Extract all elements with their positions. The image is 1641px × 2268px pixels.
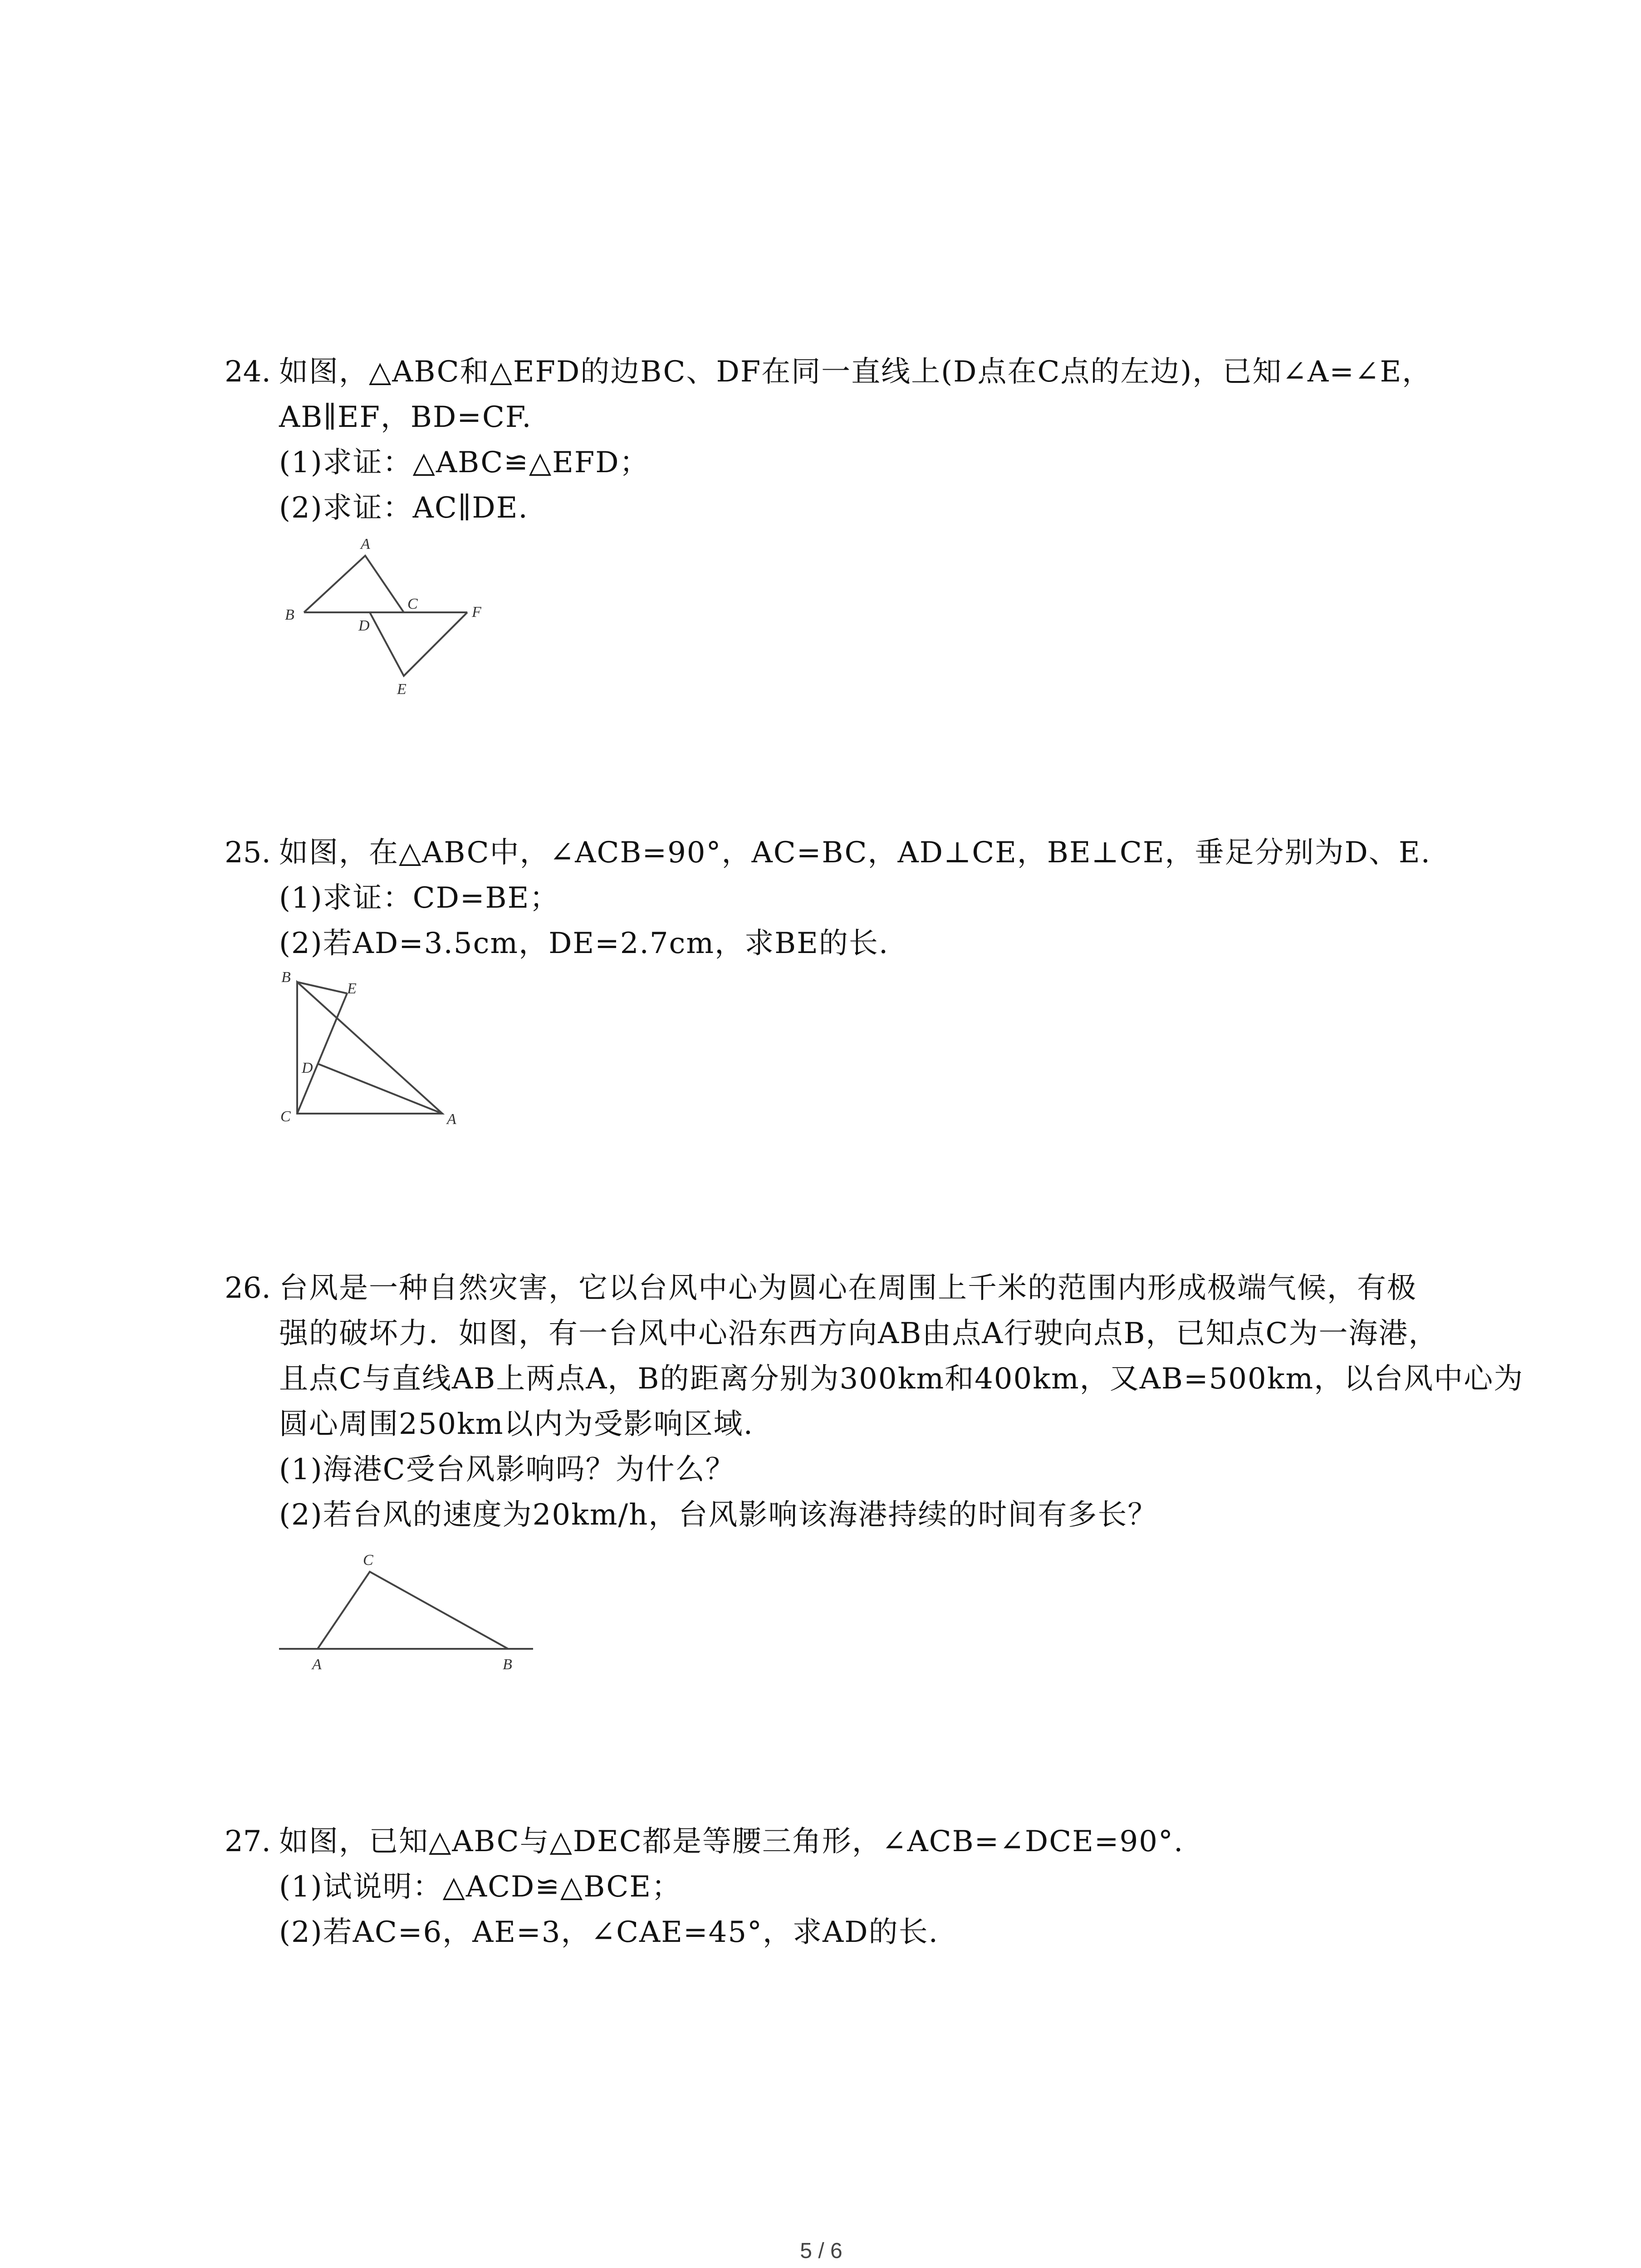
q26-label-a: A (312, 1656, 322, 1673)
q27-part2: (2)若AC=6，AE=3，∠CAE=45°，求AD的长. (279, 1916, 939, 1949)
q26-label-b: B (503, 1656, 512, 1673)
q27-part1: (1)试说明：△ACD≌△BCE； (279, 1870, 682, 1904)
q24-number: 24. (225, 355, 271, 389)
q24-label-a: A (361, 536, 370, 552)
q26-label-c: C (363, 1552, 373, 1569)
q25-triangle-abc (297, 982, 442, 1114)
q24-part1: (1)求证：△ABC≌△EFD； (279, 446, 650, 479)
q25-part2: (2)若AD=3.5cm，DE=2.7cm，求BE的长. (279, 927, 889, 960)
q26-stem-line1: 台风是一种自然灾害，它以台风中心为圆心在周围上千米的范围内形成极端气候，有极 (279, 1271, 1417, 1305)
q25-line-ad (318, 1064, 442, 1114)
q25-number: 25. (225, 836, 271, 870)
q24-label-d: D (358, 617, 370, 634)
q25-label-e: E (347, 980, 357, 997)
q24-label-e: E (397, 681, 407, 698)
q25-label-d: D (302, 1060, 313, 1076)
q25-label-a: A (447, 1111, 456, 1128)
q24-triangle-abc (304, 556, 404, 612)
q27-stem-line1: 如图，已知△ABC与△DEC都是等腰三角形，∠ACB=∠DCE=90°. (279, 1825, 1184, 1858)
q24-stem-line1: 如图，△ABC和△EFD的边BC、DF在同一直线上(D点在C点的左边)，已知∠A=∠E， (279, 355, 1432, 389)
q24-figure (272, 531, 508, 703)
q24-label-b: B (285, 606, 294, 623)
q24-stem-line2: AB∥EF，BD=CF. (279, 401, 532, 434)
q24-triangle-def (370, 612, 467, 676)
q27-number: 27. (225, 1825, 271, 1858)
q25-label-b: B (281, 969, 291, 986)
q26-figure (272, 1533, 544, 1678)
q24-label-f: F (472, 604, 481, 621)
q26-number: 26. (225, 1271, 271, 1305)
q26-stem-line3: 且点C与直线AB上两点A，B的距离分别为300km和400km，又AB=500km，以台风中心为 (279, 1362, 1524, 1396)
q26-stem-line4: 圆心周围250km以内为受影响区域. (279, 1408, 754, 1441)
q24-label-c: C (407, 596, 418, 612)
q26-stem-line2: 强的破坏力．如图，有一台风中心沿东西方向AB由点A行驶向点B，已知点C为一海港， (279, 1317, 1439, 1350)
q25-part1: (1)求证：CD=BE； (279, 881, 560, 915)
q24-part2: (2)求证：AC∥DE. (279, 491, 529, 525)
q26-part2: (2)若台风的速度为20km/h，台风影响该海港持续的时间有多长？ (279, 1498, 1158, 1532)
page-number: 5 / 6 (800, 2239, 843, 2263)
q25-figure (272, 962, 463, 1143)
q25-line-ce (297, 993, 347, 1114)
q26-triangle-sides (318, 1572, 508, 1649)
q25-label-c: C (280, 1108, 291, 1125)
q25-stem-line1: 如图，在△ABC中，∠ACB=90°，AC=BC，AD⊥CE，BE⊥CE，垂足分别为D、E. (279, 836, 1431, 870)
q26-part1: (1)海港C受台风影响吗？为什么？ (279, 1453, 735, 1486)
